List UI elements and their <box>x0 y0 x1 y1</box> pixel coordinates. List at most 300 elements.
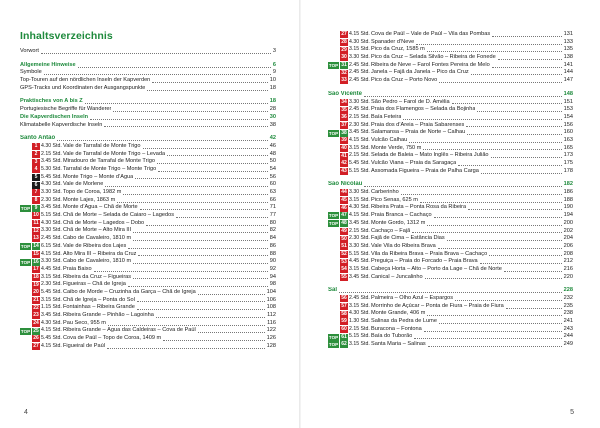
toc-tour-row[interactable] <box>328 114 573 122</box>
tour-number-badge: 13 <box>33 235 39 242</box>
toc-entry-title: Pico Senas, 625 m <box>371 196 418 203</box>
toc-entry-title: Tarrafal de Monte Trigo – Monte Trigo <box>63 165 157 172</box>
dot-leader <box>113 108 267 112</box>
tour-duration: 1.30 Std. <box>349 318 370 325</box>
toc-entry-title: Assomada Figueira – Praia de Palha Carga <box>371 167 479 174</box>
toc-section-row[interactable] <box>328 287 573 295</box>
toc-page-number: 84 <box>269 235 276 242</box>
toc-entry-title: Carberinho <box>371 189 399 196</box>
toc-entry-title: Ribeira Grande – Pinhão – Lagoinha <box>63 312 154 318</box>
toc-entry-title: Vale de Tarrafal de Monte Trigo – Levada <box>63 150 166 157</box>
toc-tour-row[interactable] <box>20 151 276 159</box>
toc-tour-row[interactable] <box>20 189 276 197</box>
tour-number-badge: 57 <box>341 303 347 310</box>
toc-entry-row[interactable] <box>20 98 276 106</box>
dot-leader <box>427 312 561 316</box>
toc-tour-row[interactable] <box>328 106 573 114</box>
dot-leader <box>133 229 268 233</box>
toc-entry-title: Monte Grande, 406 m <box>371 310 426 317</box>
toc-tour-row[interactable] <box>20 251 276 259</box>
toc-tour-row[interactable] <box>20 227 276 235</box>
toc-entry-row[interactable] <box>20 62 276 70</box>
dot-leader <box>416 41 561 45</box>
tour-number-badge: 17 <box>33 266 39 273</box>
toc-page-number: 48 <box>269 150 276 157</box>
toc-tour-row[interactable] <box>328 258 573 266</box>
toc-entry-title: Vila da Ribeira Brava – Praia Brava – Cachaço <box>371 250 488 257</box>
toc-entry-title: Ribeira da Cruz – Figueiras <box>63 273 132 280</box>
dot-leader <box>492 33 561 37</box>
tour-duration: 5.45 Std. <box>41 335 62 342</box>
toc-tour-row[interactable] <box>328 189 573 197</box>
tour-duration: 1.15 Std. <box>41 304 62 311</box>
dot-leader <box>504 268 562 272</box>
dot-leader <box>143 145 268 149</box>
toc-entry-title: Portugiesische Begriffe für Wanderer <box>20 106 112 113</box>
toc-page-number: 188 <box>563 196 573 203</box>
tour-duration: 3.30 Std. <box>41 258 62 265</box>
toc-page-number: 156 <box>563 121 573 128</box>
toc-page-number: 126 <box>266 335 276 342</box>
toc-tour-row[interactable] <box>328 243 573 251</box>
toc-tour-row[interactable] <box>20 158 276 166</box>
tour-duration: 4.30 Std. <box>349 310 370 317</box>
toc-entry-title: Baía Feteira <box>371 113 402 120</box>
toc-page-number: 98 <box>269 281 276 288</box>
toc-page-number: 163 <box>563 136 573 143</box>
toc-page-number: 151 <box>563 98 573 105</box>
dot-leader <box>364 93 562 97</box>
toc-tour-row[interactable] <box>328 295 573 303</box>
toc-tour-row[interactable] <box>328 62 573 70</box>
toc-page-number: 50 <box>269 158 276 165</box>
dot-leader <box>94 268 268 272</box>
toc-tour-row[interactable] <box>20 289 276 297</box>
tour-number-badge: 11 <box>33 220 39 227</box>
toc-entry-title: Praktisches von A bis Z <box>20 98 83 105</box>
toc-tour-row[interactable] <box>328 168 573 176</box>
toc-tour-row[interactable] <box>328 235 573 243</box>
tour-duration: 4.45 Std. <box>349 258 370 265</box>
toc-tour-row[interactable] <box>328 54 573 62</box>
toc-entry-title: Praia Branca – Cachaço <box>371 212 432 219</box>
dot-leader <box>409 139 561 143</box>
tour-number-badge: 54 <box>341 266 347 273</box>
toc-page-number: 212 <box>563 258 573 265</box>
toc-tour-row[interactable] <box>20 181 276 189</box>
tour-number-badge: 14 <box>33 243 39 250</box>
toc-tour-row[interactable] <box>20 204 276 212</box>
toc-page-number: 138 <box>563 54 573 61</box>
toc-section-row[interactable] <box>20 135 276 143</box>
top-tour-badge: TOP <box>328 334 339 340</box>
toc-page-number: 90 <box>269 258 276 265</box>
toc-page-number: 228 <box>563 287 573 294</box>
toc-page-number: 112 <box>267 312 276 318</box>
dot-leader <box>425 275 562 279</box>
tour-number-badge: 50 <box>341 235 347 242</box>
toc-entry-row[interactable] <box>20 122 276 130</box>
tour-number-badge: 5 <box>32 174 40 181</box>
tour-duration: 2.30 Std. <box>349 235 370 242</box>
toc-tour-row[interactable] <box>20 174 276 182</box>
toc-page-number: 141 <box>563 61 573 68</box>
toc-page-number: 216 <box>563 265 573 272</box>
toc-entry-title: Topo de Coroa, 1982 m <box>63 189 122 195</box>
toc-tour-row[interactable] <box>20 281 276 289</box>
toc-page-number: 46 <box>269 142 276 149</box>
toc-tour-row[interactable] <box>20 274 276 282</box>
dot-leader <box>427 222 561 226</box>
right-page <box>300 0 600 428</box>
toc-tour-row[interactable] <box>20 335 276 343</box>
tour-duration: 4.30 Std. <box>349 204 370 211</box>
toc-page-number: 88 <box>269 250 276 257</box>
toc-entry-title: Salinas da Pedra de Lume <box>371 318 437 325</box>
dot-leader <box>455 297 562 301</box>
tour-number-badge: 47 <box>341 212 347 219</box>
toc-entry-title: Vale de Morlene <box>63 181 104 188</box>
toc-entry-title: Canical – Juncalinho <box>371 273 423 280</box>
toc-page-number: 71 <box>269 204 276 211</box>
toc-entry-title: Selada de Baleia – Mato Inglês – Ribeira Julião <box>371 152 489 159</box>
dot-leader <box>108 322 265 326</box>
tour-number-badge: 41 <box>341 152 347 159</box>
tour-number-badge: 19 <box>33 281 39 288</box>
tour-duration: 4.30 Std. <box>41 181 62 188</box>
toc-tour-row[interactable] <box>20 266 276 274</box>
tour-number-badge: 33 <box>341 77 347 84</box>
tour-number-badge: 59 <box>341 318 347 325</box>
tour-duration: 4.30 Std. <box>41 219 62 226</box>
toc-tour-row[interactable] <box>328 310 573 318</box>
dot-leader <box>78 64 271 68</box>
toc-page-number: 3 <box>272 48 276 54</box>
tour-duration: 4.15 Std. <box>349 212 370 219</box>
tour-number-badge: 20 <box>33 289 39 296</box>
dot-leader <box>468 206 562 210</box>
tour-duration: 3.30 Std. <box>41 189 62 195</box>
toc-tour-row[interactable] <box>20 220 276 228</box>
toc-tour-row[interactable] <box>328 341 573 349</box>
dot-leader <box>439 79 561 83</box>
dot-leader <box>491 154 562 158</box>
tour-duration: 3.45 Std. <box>41 204 62 211</box>
toc-tour-row[interactable] <box>20 304 276 312</box>
dot-leader <box>176 214 268 218</box>
toc-entry-title: Vale de Tarrafal de Monte Trigo <box>63 142 141 149</box>
dot-leader <box>128 283 268 287</box>
toc-tour-row[interactable] <box>20 312 276 320</box>
toc-tour-row[interactable] <box>20 297 276 305</box>
tour-duration: 3.15 Std. <box>349 265 370 272</box>
toc-tour-row[interactable] <box>20 258 276 266</box>
dot-leader <box>481 170 562 174</box>
toc-tour-row[interactable] <box>328 137 573 145</box>
dot-leader <box>434 214 562 218</box>
toc-tour-row[interactable] <box>328 274 573 282</box>
toc-tour-row[interactable] <box>20 143 276 151</box>
tour-duration: 3.15 Std. <box>41 273 62 280</box>
dot-leader <box>424 328 562 332</box>
top-tour-badge: TOP <box>328 342 339 348</box>
toc-page-number: 86 <box>269 242 276 249</box>
toc-entry-title: São Vicente <box>328 90 362 97</box>
dot-leader <box>439 320 562 324</box>
dot-leader <box>480 260 562 264</box>
tour-number-badge: 3 <box>32 159 40 166</box>
toc-entry-title: Chã de Morte – Alto Mira III <box>63 227 132 234</box>
tour-duration: 3.45 Std. <box>349 219 370 226</box>
dot-leader <box>163 337 264 341</box>
toc-page-number: 144 <box>563 69 573 76</box>
toc-entry-title: Cabeça Horta – Alto – Porto da Lage – Chã de Norte <box>371 265 502 272</box>
toc-page-number: 147 <box>563 77 573 84</box>
toc-tour-row[interactable] <box>328 145 573 153</box>
toc-entry-title: Monte Verde, 750 m <box>371 144 422 151</box>
dot-leader <box>147 87 267 91</box>
toc-entry-title: Salamansa – Praia de Norte – Calhau <box>371 129 466 136</box>
toc-tour-row[interactable] <box>20 320 276 328</box>
tour-number-badge: 18 <box>33 273 39 280</box>
toc-page-number: 190 <box>563 204 573 211</box>
toc-tour-row[interactable] <box>328 251 573 259</box>
toc-entry-row[interactable] <box>20 77 276 85</box>
tour-number-badge: 40 <box>341 144 347 151</box>
page-title: Inhaltsverzeichnis <box>20 30 113 42</box>
toc-tour-row[interactable] <box>20 166 276 174</box>
toc-entry-row[interactable] <box>20 85 276 93</box>
tour-number-badge: 43 <box>341 168 347 175</box>
dot-leader <box>158 168 267 172</box>
top-tour-badge: TOP <box>20 328 31 334</box>
toc-tour-row[interactable] <box>20 212 276 220</box>
toc-entry-title: Monte Gordo, 1312 m <box>371 219 426 226</box>
toc-page-number: 18 <box>269 84 276 91</box>
dot-leader <box>466 123 561 127</box>
toc-page-number: 80 <box>269 219 276 226</box>
toc-page-number: 28 <box>269 106 276 113</box>
toc-tour-row[interactable] <box>328 69 573 77</box>
toc-tour-row[interactable] <box>20 243 276 251</box>
dot-leader <box>412 229 561 233</box>
tour-number-badge: 44 <box>341 189 347 196</box>
toc-entry-row[interactable] <box>20 114 276 122</box>
toc-tour-row[interactable] <box>328 129 573 137</box>
toc-tour-row[interactable] <box>328 197 573 205</box>
dot-leader <box>123 191 267 195</box>
toc-entry-title: Monte Trigo – Monte d’Água <box>63 173 134 180</box>
tour-duration: 2.45 Std. <box>41 235 62 242</box>
toc-entry-title: Ribeira Prata – Ponta Rosa da Ribeira <box>371 204 467 211</box>
toc-tour-row[interactable] <box>328 152 573 160</box>
dot-leader <box>427 48 562 52</box>
toc-entry-title: Figueiras – Chã de Igreja <box>63 281 126 288</box>
toc-tour-row[interactable] <box>328 266 573 274</box>
dot-leader <box>137 306 265 310</box>
tour-number-badge: 24 <box>33 320 39 327</box>
tour-duration: 5.15 Std. <box>41 212 62 219</box>
toc-page-number: 220 <box>563 273 573 280</box>
toc-entry-title: Praia dos Flamengos – Selada da Bojinha <box>371 106 476 113</box>
tour-number-badge: 12 <box>33 227 39 234</box>
dot-leader <box>492 64 562 68</box>
toc-entry-title: Buracona – Fontona <box>371 325 422 332</box>
toc-page-number: 135 <box>563 46 573 53</box>
toc-entry-row[interactable] <box>20 106 276 114</box>
toc-tour-row[interactable] <box>20 327 276 335</box>
top-tour-badge: TOP <box>328 63 339 69</box>
toc-page-number: 18 <box>269 98 276 105</box>
dot-leader <box>138 252 267 256</box>
dot-leader <box>506 305 562 309</box>
dot-leader <box>364 183 561 187</box>
toc-page-number: 133 <box>563 38 573 45</box>
toc-entry-title: Baía do Tuborão <box>371 333 413 340</box>
dot-leader <box>198 329 265 333</box>
dot-leader <box>414 335 561 339</box>
tour-duration: 3.45 Std. <box>41 312 62 318</box>
dot-leader <box>467 131 561 135</box>
toc-entry-title: Symbole <box>20 69 42 76</box>
tour-number-badge: 6 <box>32 182 40 189</box>
tour-duration: 5.45 Std. <box>41 173 62 180</box>
toc-page-number: 106 <box>266 296 276 303</box>
dot-leader <box>477 108 561 112</box>
tour-number-badge: 8 <box>32 197 40 204</box>
tour-duration: 2.15 Std. <box>349 227 370 234</box>
toc-tour-row[interactable] <box>20 197 276 205</box>
top-tour-badge: TOP <box>328 221 339 227</box>
toc-entry-row[interactable] <box>20 48 276 56</box>
tour-duration: 4.45 Std. <box>41 265 62 272</box>
toc-entry-title: Die Kapverdischen Inseln <box>20 113 89 120</box>
tour-number-badge: 22 <box>33 304 39 311</box>
toc-entry-row[interactable] <box>20 69 276 77</box>
tour-number-badge: 9 <box>32 205 40 212</box>
dot-leader <box>107 345 265 349</box>
tour-duration: 2.45 Std. <box>349 106 370 113</box>
toc-entry-title: Palmeira – Olho Azul – Espargos <box>371 295 454 301</box>
toc-tour-row[interactable] <box>328 303 573 311</box>
tour-number-badge: 26 <box>33 335 39 342</box>
toc-tour-row[interactable] <box>328 212 573 220</box>
toc-page-number: 175 <box>563 160 573 166</box>
dot-leader <box>133 275 268 279</box>
page-number-right: 5 <box>570 409 574 416</box>
tour-duration: 4.15 Std. <box>41 250 62 257</box>
toc-page-number: 194 <box>563 212 573 219</box>
toc-entry-title: Miradouro de Tarrafal de Monte Trigo <box>63 158 155 165</box>
tour-duration: 2.15 Std. <box>349 152 370 159</box>
toc-tour-row[interactable] <box>328 122 573 130</box>
toc-entry-title: Chã de Igreja – Ponta do Sol <box>63 296 135 303</box>
tour-duration: 5.15 Std. <box>349 250 370 257</box>
toc-page-number: 244 <box>563 333 573 340</box>
toc-page-number: 63 <box>269 189 276 195</box>
tour-number-badge: 21 <box>33 296 39 303</box>
toc-tour-row[interactable] <box>328 204 573 212</box>
toc-page-number: 238 <box>563 310 573 317</box>
toc-tour-row[interactable] <box>20 235 276 243</box>
tour-duration: 3.45 Std. <box>349 129 370 136</box>
toc-page-number: 173 <box>563 152 573 159</box>
tour-duration: 3.15 Std. <box>349 144 370 151</box>
toc-entry-title: Pico da Cruz – Selada Silvão – Ribeira de Fonede <box>371 54 496 61</box>
dot-leader <box>198 291 265 295</box>
dot-leader <box>423 146 561 150</box>
toc-tour-row[interactable] <box>328 326 573 334</box>
toc-tour-row[interactable] <box>328 99 573 107</box>
toc-tour-row[interactable] <box>328 220 573 228</box>
tour-duration: 3.30 Std. <box>349 189 370 196</box>
tour-number-badge: 60 <box>341 326 347 333</box>
toc-entry-title: Chã de Morte – Selada de Caiaro – Lagedos <box>63 212 175 219</box>
tour-duration: 2.30 Std. <box>41 196 62 203</box>
toc-page-number: 232 <box>563 295 573 301</box>
tour-number-badge: 29 <box>341 46 347 53</box>
tour-number-badge: 62 <box>341 341 347 348</box>
toc-entry-title: Caibo de Morde – Cruzinha da Garça – Chã de Igreja <box>63 288 196 295</box>
page-number-left: 4 <box>24 409 28 416</box>
tour-number-badge: 51 <box>341 243 347 250</box>
toc-tour-row[interactable] <box>328 46 573 54</box>
toc-section-row[interactable] <box>328 181 573 189</box>
tour-duration: 4.30 Std. <box>41 142 62 149</box>
toc-entry-title: Klimatabelle Kapverdische Inseln <box>20 121 103 128</box>
toc-page-number: 108 <box>266 304 276 311</box>
toc-entry-title: Pico da Cruz, 1585 m <box>371 46 425 53</box>
tour-number-badge: 42 <box>341 160 347 167</box>
tour-number-badge: 35 <box>341 106 347 113</box>
tour-duration: 3.15 Std. <box>349 302 370 309</box>
toc-entry-title: Alto Mira III – Ribeira da Cruz <box>63 250 137 257</box>
tour-number-badge: 34 <box>341 98 347 105</box>
toc-entry-title: Morrinho de Açúcar – Ponta de Fiura – Praia de Fiura <box>371 302 504 309</box>
toc-entry-title: Figueiral de Paúl <box>63 342 105 349</box>
dot-leader <box>90 116 268 120</box>
toc-entry-title: São Nicolau <box>328 181 363 188</box>
tour-number-badge: 53 <box>341 258 347 265</box>
tour-number-badge: 1 <box>32 143 40 150</box>
toc-tour-row[interactable] <box>328 39 573 47</box>
toc-entry-title: Cova de Paúl – Topo de Coroa, 1409 m <box>63 335 162 342</box>
toc-page-number: 77 <box>269 212 276 219</box>
toc-page-number: 128 <box>266 342 276 349</box>
tour-number-badge: 48 <box>341 220 347 227</box>
toc-page-number: 241 <box>563 318 573 325</box>
toc-section-row[interactable] <box>328 91 573 99</box>
toc-page-number: 200 <box>563 219 573 226</box>
tour-number-badge: 36 <box>341 114 347 121</box>
toc-tour-row[interactable] <box>328 77 573 85</box>
toc-entry-title: Vulcão Viana – Praia da Saragaça <box>371 160 457 166</box>
tour-duration: 2.30 Std. <box>349 121 370 128</box>
toc-tour-row[interactable] <box>328 160 573 168</box>
toc-tour-row[interactable] <box>20 343 276 351</box>
toc-tour-row[interactable] <box>328 228 573 236</box>
toc-page-number: 38 <box>269 121 276 128</box>
toc-tour-row[interactable] <box>328 318 573 326</box>
toc-page-number: 153 <box>563 106 573 113</box>
dot-leader <box>137 298 265 302</box>
tour-duration: 2.45 Std. <box>349 77 370 84</box>
tour-number-badge: 27 <box>33 343 39 350</box>
toc-tour-row[interactable] <box>328 333 573 341</box>
tour-duration: 4.15 Std. <box>41 327 62 334</box>
tour-number-badge: 58 <box>341 310 347 317</box>
toc-tour-row[interactable] <box>328 31 573 39</box>
